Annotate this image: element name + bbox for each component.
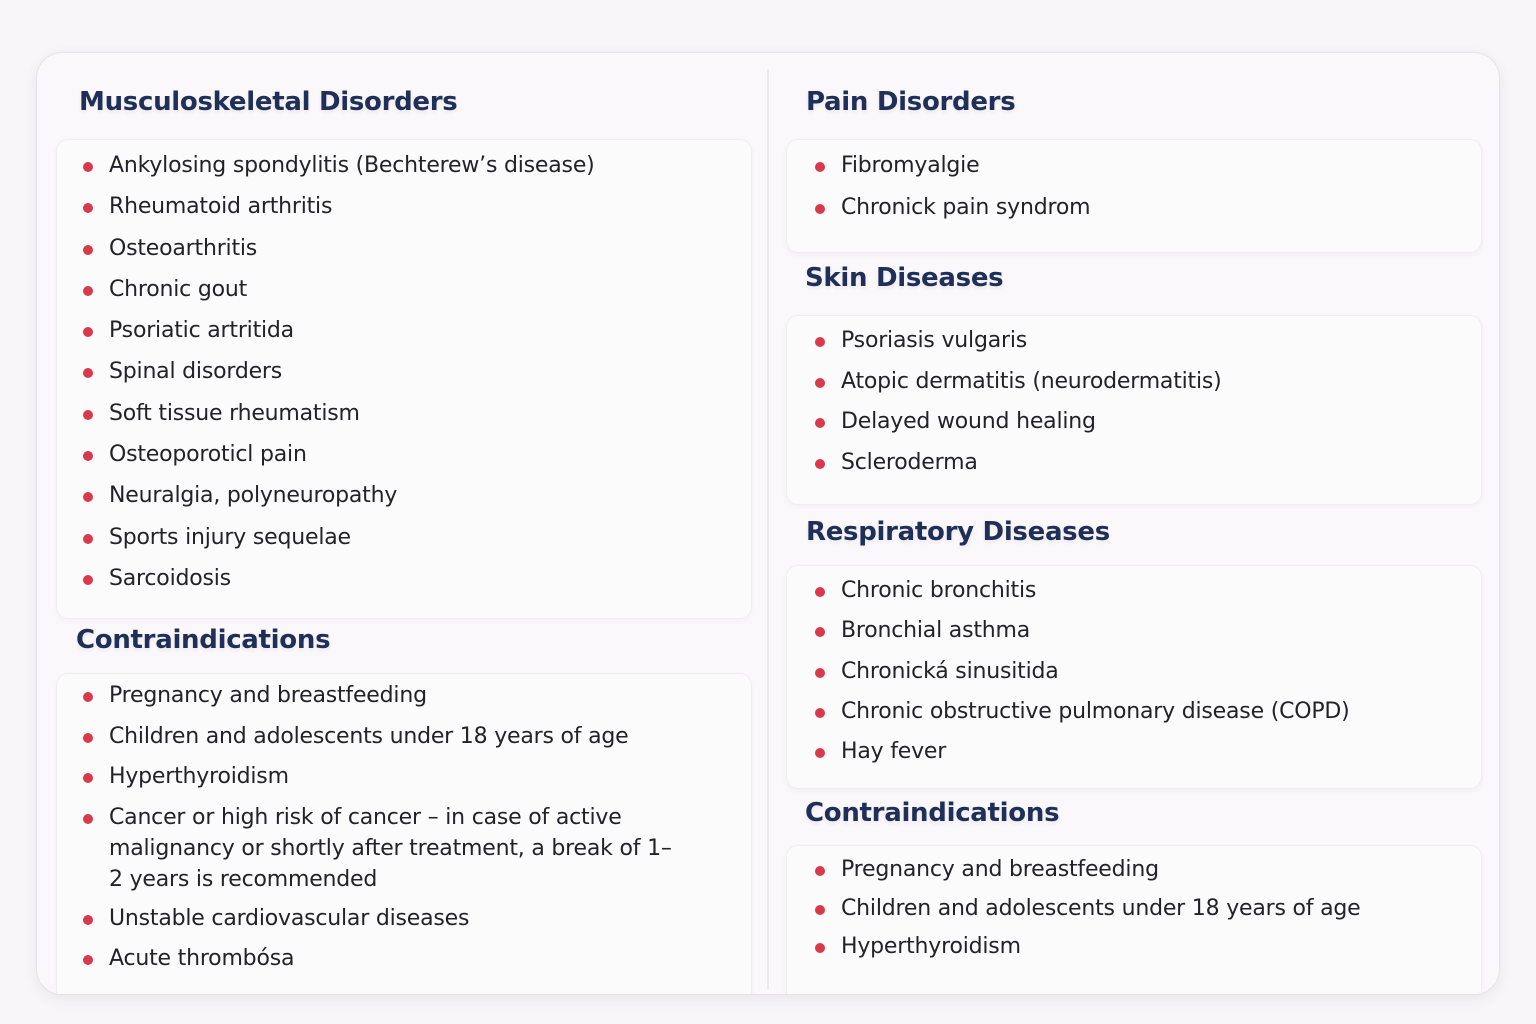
list-item: Unstable cardiovascular diseases — [79, 903, 741, 944]
list-item: Delayed wound healing — [811, 406, 1471, 447]
section-title-contraindications-left: Contraindications — [76, 625, 331, 655]
section-title-skin: Skin Diseases — [805, 263, 1004, 293]
bullet-icon — [83, 955, 93, 965]
list-contraindications-right — [811, 854, 1471, 970]
bullet-icon — [815, 162, 825, 172]
list-item: Chronic bronchitis — [811, 575, 1471, 615]
bullet-icon — [815, 204, 825, 214]
bullet-icon — [815, 459, 825, 469]
bullet-icon — [83, 915, 93, 925]
list-item: Rheumatoid arthritis — [79, 191, 741, 232]
list-card-respiratory — [786, 565, 1482, 789]
list-card-contraindications-right — [786, 845, 1482, 995]
list-item: Chronic gout — [79, 274, 741, 315]
list-item: Atopic dermatitis (neurodermatitis) — [811, 366, 1471, 407]
bullet-icon — [83, 327, 93, 337]
list-respiratory — [811, 575, 1471, 776]
bullet-icon — [815, 587, 825, 597]
list-skin — [811, 325, 1471, 487]
list-item: Scleroderma — [811, 447, 1471, 488]
list-musculoskeletal — [79, 150, 741, 604]
section-title-contraindications-right: Contraindications — [805, 798, 1060, 828]
bullet-icon — [83, 733, 93, 743]
list-item: Bronchial asthma — [811, 615, 1471, 655]
list-item: Children and adolescents under 18 years of age — [79, 721, 741, 762]
list-item: Soft tissue rheumatism — [79, 398, 741, 439]
list-item: Children and adolescents under 18 years of age — [811, 893, 1471, 932]
list-item: Psoriatic artritida — [79, 315, 741, 356]
bullet-icon — [815, 866, 825, 876]
list-item: Osteoporoticl pain — [79, 439, 741, 480]
bullet-icon — [83, 410, 93, 420]
bullet-icon — [83, 368, 93, 378]
bullet-icon — [815, 905, 825, 915]
list-item: Pregnancy and breastfeeding — [79, 680, 741, 721]
list-item: Fibromyalgie — [811, 150, 1471, 192]
list-card-pain — [786, 139, 1482, 253]
bullet-icon — [83, 286, 93, 296]
bullet-icon — [815, 708, 825, 718]
column-divider — [767, 69, 769, 989]
list-item: Hyperthyroidism — [79, 761, 741, 802]
bullet-icon — [83, 814, 93, 824]
list-card-skin — [786, 315, 1482, 505]
list-item: Sports injury sequelae — [79, 522, 741, 563]
bullet-icon — [815, 418, 825, 428]
bullet-icon — [815, 627, 825, 637]
bullet-icon — [83, 492, 93, 502]
list-item: Osteoarthritis — [79, 233, 741, 274]
list-item: Sarcoidosis — [79, 563, 741, 604]
list-card-musculoskeletal — [56, 139, 752, 619]
section-title-respiratory: Respiratory Diseases — [806, 517, 1110, 547]
bullet-icon — [815, 668, 825, 678]
list-card-contraindications-left — [56, 673, 752, 995]
section-title-pain: Pain Disorders — [806, 87, 1016, 117]
list-item: Chronická sinusitida — [811, 656, 1471, 696]
list-item: Acute thrombósa — [79, 943, 741, 984]
list-item: Neuralgia, polyneuropathy — [79, 480, 741, 521]
indications-card — [36, 52, 1500, 995]
bullet-icon — [83, 245, 93, 255]
list-item: Pregnancy and breastfeeding — [811, 854, 1471, 893]
list-item: Chronic obstructive pulmonary disease (COPD) — [811, 696, 1471, 736]
bullet-icon — [83, 451, 93, 461]
list-item: Spinal disorders — [79, 356, 741, 397]
list-contraindications-left — [79, 680, 741, 984]
list-item: Hyperthyroidism — [811, 931, 1471, 970]
bullet-icon — [83, 575, 93, 585]
bullet-icon — [815, 337, 825, 347]
list-item: Chronick pain syndrom — [811, 192, 1471, 234]
section-title-musculoskeletal: Musculoskeletal Disorders — [79, 87, 458, 117]
list-item: Hay fever — [811, 736, 1471, 776]
bullet-icon — [815, 748, 825, 758]
list-item: Ankylosing spondylitis (Bechterew’s disease) — [79, 150, 741, 191]
bullet-icon — [83, 534, 93, 544]
bullet-icon — [83, 162, 93, 172]
bullet-icon — [83, 773, 93, 783]
list-item: Psoriasis vulgaris — [811, 325, 1471, 366]
list-item: Cancer or high risk of cancer – in case of active malignancy or shortly after treatment, a break of 1–2 years is recommended — [79, 802, 679, 903]
bullet-icon — [83, 692, 93, 702]
bullet-icon — [815, 378, 825, 388]
bullet-icon — [815, 943, 825, 953]
bullet-icon — [83, 203, 93, 213]
list-pain — [811, 150, 1471, 233]
